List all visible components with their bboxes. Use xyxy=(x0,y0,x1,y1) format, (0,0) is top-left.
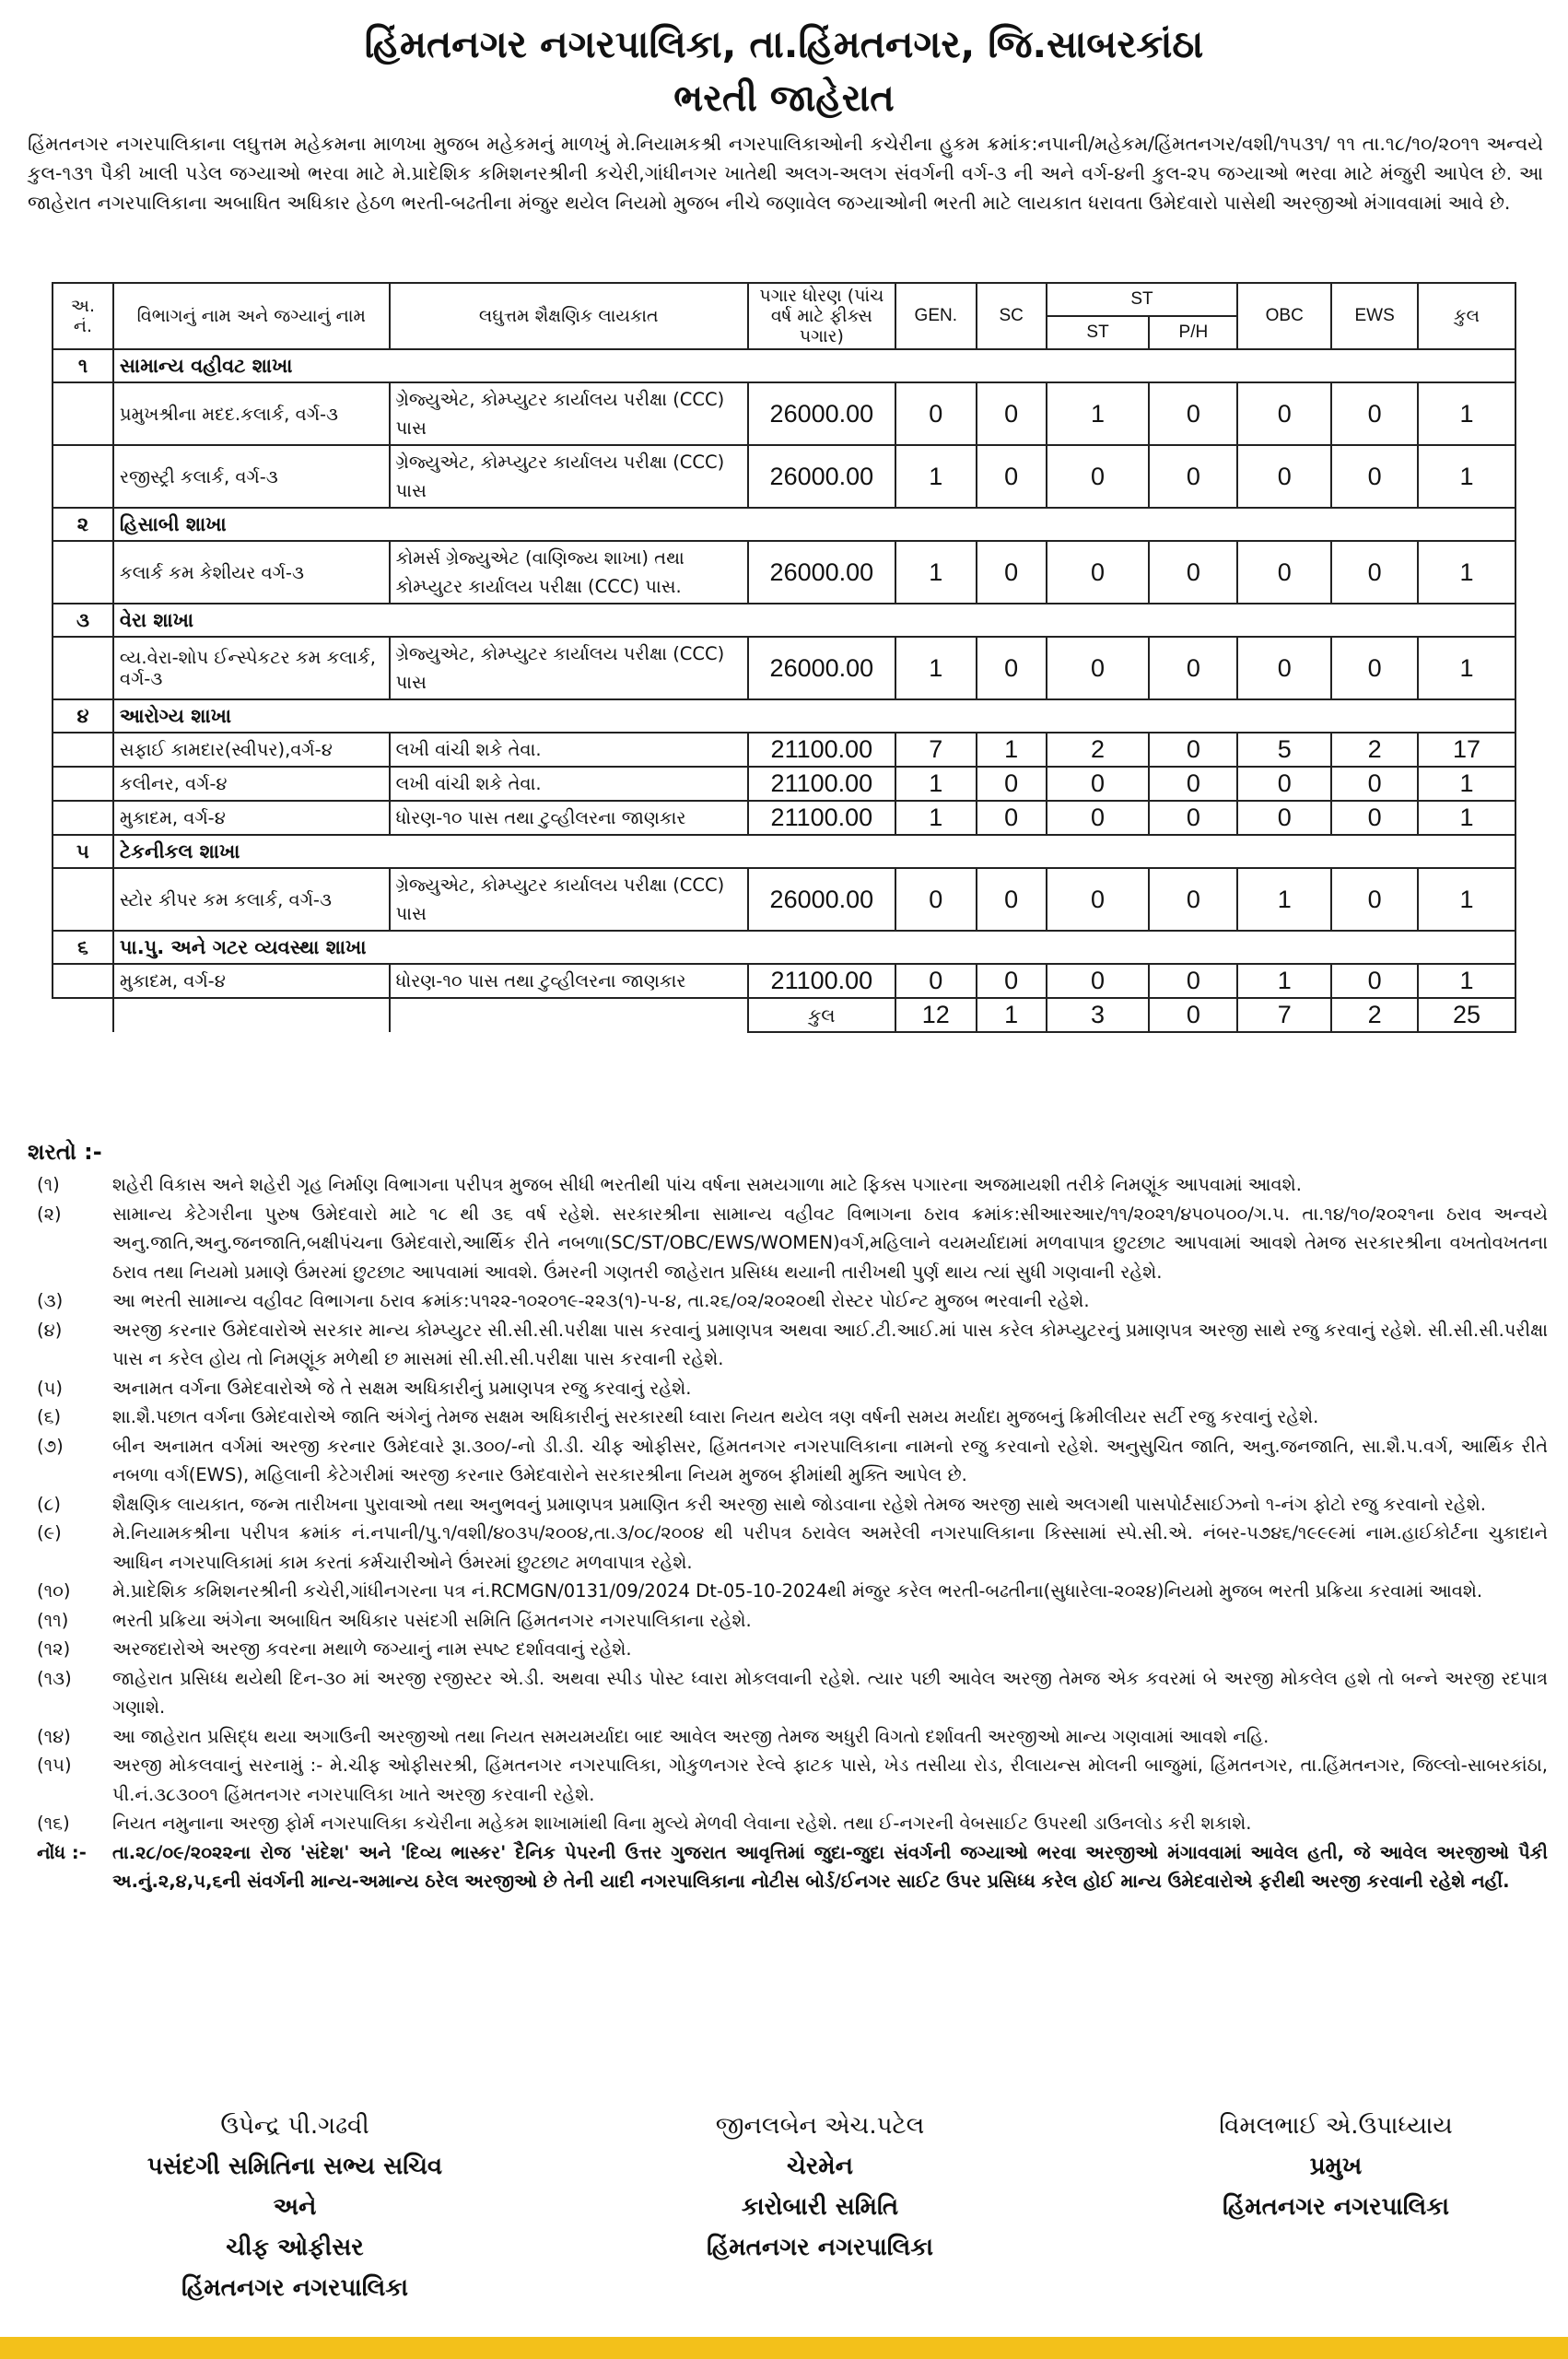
condition-text: શૈક્ષણિક લાયકાત, જન્મ તારીખના પુરાવાઓ તથા અનુભવનું પ્રમાણપત્ર પ્રમાણિત કરી અરજી સાથે જોડવાના રહેશે તેમજ અરજી સાથે અલગથી પાસપોર્ટસાઈઝનો ૧-નંગ ફોટો રજુ કરવાનો રહેશે. xyxy=(112,1493,1486,1515)
pay-scale: 21100.00 xyxy=(748,964,895,998)
count-ph: 0 xyxy=(1149,382,1237,445)
signatory-president xyxy=(1142,2106,1529,2227)
note-label: નોંધ :- xyxy=(37,1841,87,1863)
section-number: ૧ xyxy=(53,349,113,382)
count-ews: 0 xyxy=(1331,637,1418,699)
condition-item xyxy=(28,1809,1548,1838)
condition-text: બીન અનામત વર્ગમાં અરજી કરનાર ઉમેદવારે રૂા.૩૦૦/-નો ડી.ડી. ચીફ ઓફીસર, હિંમતનગર નગરપાલિકાના નામનો રજુ કરવાનો રહેશે. અનુસુચિત જાતિ, અનુ.જનજાતિ, સા.શૈ.પ.વર્ગ, આર્થિક રીતે નબળા વર્ગ(EWS), મહિલાની કેટેગરીમાં અરજી કરનાર ઉમેદવારોને સરકારશ્રીના નિયમ મુજબ ફીમાંથી મુક્તિ આપેલ છે. xyxy=(112,1435,1548,1485)
section-row xyxy=(53,699,1515,733)
section-name: હિસાબી શાખા xyxy=(113,508,1515,541)
post-name: મુકાદમ, વર્ગ-૪ xyxy=(113,964,390,998)
count-total: 17 xyxy=(1418,733,1515,767)
count-obc: 0 xyxy=(1237,801,1331,835)
count-ews: 0 xyxy=(1331,868,1418,931)
count-sc: 0 xyxy=(977,767,1047,801)
count-obc: 0 xyxy=(1237,637,1331,699)
signatory-role: કારોબારી સમિતિ xyxy=(741,2193,899,2221)
condition-text: શહેરી વિકાસ અને શહેરી ગૃહ નિર્માણ વિભાગના પરીપત્ર મુજબ સીધી ભરતીથી પાંચ વર્ષના સમયગાળા માટે ફિક્સ પગારના અજમાયશી તરીકે નિમણૂંક આપવામાં આવશે. xyxy=(112,1174,1302,1195)
pay-scale: 26000.00 xyxy=(748,868,895,931)
section-row xyxy=(53,349,1515,382)
condition-text: ભરતી પ્રક્રિયા અંગેના અબાધિત અધિકાર પસંદગી સમિતિ હિંમતનગર નગરપાલિકાના રહેશે. xyxy=(112,1609,752,1631)
condition-text: નિયત નમુનાના અરજી ફોર્મ નગરપાલિકા કચેરીના મહેકમ શાખામાંથી વિના મુલ્યે મેળવી લેવાના રહેશે. તથા ઈ-નગરની વેબસાઈટ ઉપરથી ડાઉનલોડ કરી શકાશે. xyxy=(112,1813,1252,1834)
vacancy-table xyxy=(52,282,1516,1033)
condition-text: શા.શૈ.પછાત વર્ગના ઉમેદવારોએ જાતિ અંગેનું તેમજ સક્ષમ અધિકારીનું સરકારથી ધ્વારા નિયત થયેલ ત્રણ વર્ષની સમય મર્યાદા મુજબનું ક્રિમીલીયર સર્ટી રજુ કરવાનું રહેશે. xyxy=(112,1406,1319,1427)
count-ph: 0 xyxy=(1149,868,1237,931)
signatory-role: હિંમતનગર નગરપાલિકા xyxy=(181,2274,409,2302)
col-header-obc: OBC xyxy=(1237,283,1331,349)
condition-text: આ જાહેરાત પ્રસિદ્ધ થયા અગાઉની અરજીઓ તથા નિયત સમયમર્યાદા બાદ આવેલ અરજી તેમજ અધુરી વિગતો દર્શાવતી અરજીઓ માન્ય ગણવામાં આવશે નહિ. xyxy=(112,1725,1270,1747)
intro-paragraph: હિંમતનગર નગરપાલિકાના લઘુત્તમ મહેકમના માળખા મુજબ મહેકમનું માળખું મે.નિયામકશ્રી નગરપાલિકાઓની કચેરીના હુકમ ક્રમાંક:નપાની/મહેકમ/હિંમતનગર/વશી/૧૫૩૧/ ૧૧ તા.૧૮/૧૦/૨૦૧૧ અન્વયે કુલ-૧૩૧ પૈકી ખાલી પડેલ જગ્યાઓ ભરવા માટે મે.પ્રાદેશિક કમિશનરશ્રીની કચેરી,ગાંધીનગર ખાતેથી અલગ-અલગ સંવર્ગની વર્ગ-૩ ની અને વર્ગ-૪ની કુલ-૨૫ જગ્યાઓ ભરવા માટે મંજુરી આપેલ છે. આ જાહેરાત નગરપાલિકાના અબાધિત અધિકાર હેઠળ ભરતી-બઢતીના મંજુર થયેલ નિયમો મુજબ નીચે જણાવેલ જગ્યાઓની ભરતી માટે લાયકાત ધરાવતા ઉમેદવારો પાસેથી અરજીઓ મંગાવવામાં આવે છે. xyxy=(28,133,1543,214)
table-row xyxy=(53,801,1515,835)
count-sc: 0 xyxy=(977,541,1047,604)
pay-scale: 21100.00 xyxy=(748,767,895,801)
totals-row xyxy=(53,998,1515,1032)
condition-text: મે.નિયામકશ્રીના પરીપત્ર ક્રમાંક નં.નપાની/પુ.૧/વશી/૪૦૩૫/૨૦૦૪,તા.૩/૦૮/૨૦૦૪ થી પરીપત્ર ઠરાવેલ અમરેલી નગરપાલિકાના કિસ્સામાં સ્પે.સી.એ. નંબર-૫૭૪૬/૧૯૯૯માં નામ.હાઈકોર્ટના ચુકાદાને આધિન નગરપાલિકામાં કામ કરતાં કર્મચારીઓને ઉંમરમાં છુટછાટ મળવાપાત્ર રહેશે. xyxy=(112,1522,1548,1573)
section-number: ૪ xyxy=(53,699,113,733)
condition-number: (૧) xyxy=(37,1174,60,1195)
totals-label: કુલ xyxy=(748,998,895,1032)
signatory-name: વિમલભાઈ એ.ઉપાધ્યાય xyxy=(1219,2112,1453,2140)
signatory-role: ચેરમેન xyxy=(787,2153,853,2180)
count-st: 2 xyxy=(1047,733,1150,767)
condition-item xyxy=(28,1577,1548,1606)
count-total: 1 xyxy=(1418,767,1515,801)
section-name: આરોગ્ય શાખા xyxy=(113,699,1515,733)
count-gen: 1 xyxy=(895,801,977,835)
post-name: વ્ય.વેરા-શોપ ઈન્સ્પેકટર કમ કલાર્ક, વર્ગ-૩ xyxy=(113,637,390,699)
qualification: ગ્રેજ્યુએટ, કોમ્પ્યુટર કાર્યાલય પરીક્ષા (CCC) પાસ xyxy=(390,868,748,931)
count-gen: 0 xyxy=(895,868,977,931)
count-sc: 0 xyxy=(977,382,1047,445)
condition-number: (૪) xyxy=(37,1319,63,1341)
condition-item xyxy=(28,1519,1548,1577)
condition-text: મે.પ્રાદેશિક કમિશનરશ્રીની કચેરી,ગાંધીનગરના પત્ર નં.RCMGN/0131/09/2024 Dt-05-10-2024થી મંજુર કરેલ ભરતી-બઢતીના(સુધારેલા-૨૦૨૪)નિયમો મુજબ ભરતી પ્રક્રિયા કરવામાં આવશે. xyxy=(112,1580,1483,1602)
pay-scale: 21100.00 xyxy=(748,801,895,835)
count-total: 1 xyxy=(1418,868,1515,931)
condition-number: (૧૪) xyxy=(37,1725,71,1747)
count-gen: 0 xyxy=(895,964,977,998)
count-obc: 0 xyxy=(1237,382,1331,445)
count-st: 0 xyxy=(1047,767,1150,801)
page-subtitle: ભરતી જાહેરાત xyxy=(673,77,895,120)
count-st: 0 xyxy=(1047,541,1150,604)
signatory-chairman xyxy=(626,2106,1013,2268)
total-ews: 2 xyxy=(1331,998,1418,1032)
count-total: 1 xyxy=(1418,541,1515,604)
section-name: સામાન્ય વહીવટ શાખા xyxy=(113,349,1515,382)
condition-item xyxy=(28,1402,1548,1432)
condition-text: આ ભરતી સામાન્ય વહીવટ વિભાગના ઠરાવ ક્રમાંક:૫૧૨૨-૧૦૨૦૧૯-૨૨૩(૧)-૫-૪, તા.૨૬/૦૨/૨૦૨૦થી રોસ્ટર પોઈન્ટ મુજબ ભરવાની રહેશે. xyxy=(112,1290,1090,1311)
qualification: ધોરણ-૧૦ પાસ તથા ટુવ્હીલરના જાણકાર xyxy=(390,801,748,835)
count-total: 1 xyxy=(1418,801,1515,835)
count-obc: 5 xyxy=(1237,733,1331,767)
condition-number: (૧૩) xyxy=(37,1667,72,1689)
condition-text: અરજી મોકલવાનું સરનામું :- મે.ચીફ ઓફીસરશ્રી, હિંમતનગર નગરપાલિકા, ગોકુળનગર રેલ્વે ફાટક પાસે, ખેડ તસીયા રોડ, રીલાયન્સ મોલની બાજુમાં, હિંમતનગર, તા.હિંમતનગર, જિલ્લો-સાબરકાંઠા, પી.નં.૩૮૩૦૦૧ હિંમતનગર નગરપાલિકા ખાતે અરજી કરવાની રહેશે. xyxy=(112,1755,1548,1805)
bottom-border-strip xyxy=(0,2337,1568,2359)
total-ph: 0 xyxy=(1149,998,1237,1032)
signatory-chief-officer xyxy=(101,2106,488,2308)
count-sc: 0 xyxy=(977,445,1047,508)
post-name: મુકાદમ, વર્ગ-૪ xyxy=(113,801,390,835)
condition-item xyxy=(28,1664,1548,1722)
count-gen: 1 xyxy=(895,767,977,801)
conditions-heading: શરતો :- xyxy=(28,1139,102,1165)
qualification: લખી વાંચી શકે તેવા. xyxy=(390,767,748,801)
section-row xyxy=(53,931,1515,964)
count-ews: 0 xyxy=(1331,801,1418,835)
count-ph: 0 xyxy=(1149,964,1237,998)
note-text: તા.૨૮/૦૯/૨૦૨૨ના રોજ 'સંદેશ' અને 'દિવ્ય ભાસ્કર' દૈનિક પેપરની ઉત્તર ગુજરાત આવૃત્તિમાં જુદા-જુદા સંવર્ગની જગ્યાઓ ભરવા અરજીઓ મંગાવવામાં આવેલ હતી, જે આવેલ અરજીઓ પૈકી અ.નું.૨,૪,૫,૬ની સંવર્ગની માન્ય-અમાન્ય ઠરેલ અરજીઓ છે તેની યાદી નગરપાલિકાના નોટીસ બોર્ડ/ઈનગર સાઈટ ઉપર પ્રસિધ્ધ કરેલ હોઈ માન્ય ઉમેદવારોએ ફરીથી અરજી કરવાની રહેશે નહીં. xyxy=(112,1841,1548,1892)
condition-number: (૬) xyxy=(37,1406,62,1427)
pay-scale: 21100.00 xyxy=(748,733,895,767)
condition-text: અનામત વર્ગના ઉમેદવારોએ જે તે સક્ષમ અધિકારીનું પ્રમાણપત્ર રજુ કરવાનું રહેશે. xyxy=(112,1377,692,1399)
col-header-gen: GEN. xyxy=(895,283,977,349)
count-ews: 0 xyxy=(1331,964,1418,998)
total-obc: 7 xyxy=(1237,998,1331,1032)
table-header-row xyxy=(53,283,1515,316)
condition-number: (૧૨) xyxy=(37,1638,71,1660)
count-ph: 0 xyxy=(1149,801,1237,835)
count-ews: 0 xyxy=(1331,541,1418,604)
qualification: ધોરણ-૧૦ પાસ તથા ટુવ્હીલરના જાણકાર xyxy=(390,964,748,998)
condition-text: અરજી કરનાર ઉમેદવારોએ સરકાર માન્ય કોમ્પ્યુટર સી.સી.સી.પરીક્ષા પાસ કરવાનું પ્રમાણપત્ર અથવા આઈ.ટી.આઈ.માં પાસ કરેલ કોમ્પ્યુટરનું પ્રમાણપત્ર અરજી સાથે રજુ કરવાનું રહેશે. સી.સી.સી.પરીક્ષા પાસ ન કરેલ હોય તો નિમણૂંક મળેથી છ માસમાં સી.સી.સી.પરીક્ષા પાસ કરવાની રહેશે. xyxy=(112,1319,1549,1369)
col-header-qualification: લઘુત્તમ શૈક્ષણિક લાયકાત xyxy=(390,283,748,349)
count-gen: 0 xyxy=(895,382,977,445)
total-sc: 1 xyxy=(977,998,1047,1032)
qualification: ગ્રેજ્યુએટ, કોમ્પ્યુટર કાર્યાલય પરીક્ષા (CCC) પાસ xyxy=(390,382,748,445)
table-row xyxy=(53,868,1515,931)
count-total: 1 xyxy=(1418,964,1515,998)
page-title: હિંમતનગર નગરપાલિકા, તા.હિંમતનગર, જિ.સાબરકાંઠા xyxy=(364,22,1204,66)
section-row xyxy=(53,508,1515,541)
condition-number: (૧૧) xyxy=(37,1609,69,1631)
count-ews: 2 xyxy=(1331,733,1418,767)
count-st: 0 xyxy=(1047,964,1150,998)
condition-text: જાહેરાત પ્રસિધ્ધ થયેથી દિન-૩૦ માં અરજી રજીસ્ટર એ.ડી. અથવા સ્પીડ પોસ્ટ ધ્વારા મોકલવાની રહેશે. ત્યાર પછી આવેલ અરજી તેમજ એક કવરમાં બે અરજી મોકલેલ હશે તો બન્ને અરજી રદપાત્ર ગણાશે. xyxy=(112,1667,1548,1718)
total-gen: 12 xyxy=(895,998,977,1032)
table-row xyxy=(53,382,1515,445)
count-gen: 1 xyxy=(895,445,977,508)
col-header-ph: P/H xyxy=(1149,316,1237,349)
count-gen: 1 xyxy=(895,541,977,604)
col-header-total: કુલ xyxy=(1418,283,1515,349)
condition-text: અરજદારોએ અરજી કવરના મથાળે જગ્યાનું નામ સ્પષ્ટ દર્શાવવાનું રહેશે. xyxy=(112,1638,632,1660)
count-ews: 0 xyxy=(1331,767,1418,801)
condition-item xyxy=(28,1316,1548,1374)
condition-number: (૧૦) xyxy=(37,1580,71,1602)
condition-item xyxy=(28,1722,1548,1752)
count-ews: 0 xyxy=(1331,445,1418,508)
table-row xyxy=(53,541,1515,604)
count-sc: 0 xyxy=(977,637,1047,699)
note-item xyxy=(28,1838,1548,1896)
signatory-role: હિંમતનગર નગરપાલિકા xyxy=(706,2234,934,2261)
count-total: 1 xyxy=(1418,382,1515,445)
qualification: કોમર્સ ગ્રેજ્યુએટ (વાણિજ્ય શાખા) તથા કોમ્પ્યુટર કાર્યાલય પરીક્ષા (CCC) પાસ. xyxy=(390,541,748,604)
section-row xyxy=(53,604,1515,637)
section-number: ૫ xyxy=(53,835,113,868)
count-st: 0 xyxy=(1047,445,1150,508)
count-obc: 0 xyxy=(1237,767,1331,801)
table-row xyxy=(53,964,1515,998)
table-row xyxy=(53,445,1515,508)
conditions-list xyxy=(28,1170,1548,1896)
condition-item xyxy=(28,1432,1548,1490)
count-total: 1 xyxy=(1418,445,1515,508)
col-header-st: ST xyxy=(1047,316,1150,349)
count-sc: 0 xyxy=(977,964,1047,998)
total-st: 3 xyxy=(1047,998,1150,1032)
condition-item xyxy=(28,1286,1548,1316)
count-sc: 1 xyxy=(977,733,1047,767)
pay-scale: 26000.00 xyxy=(748,637,895,699)
condition-number: (૧૫) xyxy=(37,1755,72,1776)
section-number: ૩ xyxy=(53,604,113,637)
col-header-post: વિભાગનું નામ અને જગ્યાનું નામ xyxy=(113,283,390,349)
col-header-sc: SC xyxy=(977,283,1047,349)
count-ph: 0 xyxy=(1149,445,1237,508)
pay-scale: 26000.00 xyxy=(748,445,895,508)
post-name: કલાર્ક કમ કેશીયર વર્ગ-૩ xyxy=(113,541,390,604)
signatory-name: ઉપેન્દ્ર પી.ગઢવી xyxy=(220,2112,369,2140)
count-obc: 0 xyxy=(1237,445,1331,508)
col-header-pay: પગાર ધોરણ (પાંચ વર્ષ માટે ફીક્સ પગાર) xyxy=(748,283,895,349)
pay-scale: 26000.00 xyxy=(748,541,895,604)
signatory-role: પ્રમુખ xyxy=(1309,2153,1363,2180)
condition-number: (૩) xyxy=(37,1290,64,1311)
count-ews: 0 xyxy=(1331,382,1418,445)
count-ph: 0 xyxy=(1149,733,1237,767)
section-name: પા.પુ. અને ગટર વ્યવસ્થા શાખા xyxy=(113,931,1515,964)
table-row xyxy=(53,733,1515,767)
section-number: ૨ xyxy=(53,508,113,541)
signatory-role: અને xyxy=(273,2193,317,2221)
col-header-ews: EWS xyxy=(1331,283,1418,349)
count-gen: 7 xyxy=(895,733,977,767)
signatory-role: હિંમતનગર નગરપાલિકા xyxy=(1222,2193,1450,2221)
table-row xyxy=(53,637,1515,699)
count-ph: 0 xyxy=(1149,541,1237,604)
post-name: રજીસ્ટ્રી કલાર્ક, વર્ગ-૩ xyxy=(113,445,390,508)
condition-number: (૯) xyxy=(37,1522,62,1543)
col-header-st-group: ST xyxy=(1047,283,1238,316)
qualification: ગ્રેજ્યુએટ, કોમ્પ્યુટર કાર્યાલય પરીક્ષા (CCC) પાસ xyxy=(390,445,748,508)
count-ph: 0 xyxy=(1149,767,1237,801)
condition-item xyxy=(28,1606,1548,1636)
grand-total: 25 xyxy=(1418,998,1515,1032)
count-sc: 0 xyxy=(977,801,1047,835)
table-row xyxy=(53,767,1515,801)
pay-scale: 26000.00 xyxy=(748,382,895,445)
count-obc: 0 xyxy=(1237,541,1331,604)
count-ph: 0 xyxy=(1149,637,1237,699)
signatory-role: ચીફ ઓફીસર xyxy=(226,2234,364,2261)
count-total: 1 xyxy=(1418,637,1515,699)
count-st: 0 xyxy=(1047,637,1150,699)
condition-text: સામાન્ય કેટેગરીના પુરુષ ઉમેદવારો માટે ૧૮ થી ૩૬ વર્ષ રહેશે. સરકારશ્રીના સામાન્ય વહીવટ વિભાગના ઠરાવ ક્રમાંક:સીઆરઆર/૧૧/૨૦૨૧/૪૫૦૫૦૦/ગ.૫. તા.૧૪/૧૦/૨૦૨૧ના ઠરાવ અન્વયે અનુ.જાતિ,અનુ.જનજાતિ,બક્ષીપંચના ઉમેદવારો,આર્થિક રીતે નબળા(SC/ST/OBC/EWS/WOMEN)વર્ગ,મહિલાને વયમર્યાદામાં મળવાપાત્ર છુટછાટ આપવામાં આવશે તેમજ સરકારશ્રીના વખતોવખતના ઠરાવ તથા નિયમો પ્રમાણે ઉંમરમાં છુટછાટ આપવામાં આવશે. ઉંમરની ગણતરી જાહેરાત પ્રસિધ્ધ થયાની તારીખથી પુર્ણ થાય ત્યાં સુધી ગણવાની રહેશે. xyxy=(112,1203,1548,1283)
condition-number: (૭) xyxy=(37,1435,64,1457)
count-obc: 1 xyxy=(1237,964,1331,998)
post-name: પ્રમુખશ્રીના મદદ.કલાર્ક, વર્ગ-૩ xyxy=(113,382,390,445)
condition-item xyxy=(28,1490,1548,1520)
qualification: લખી વાંચી શકે તેવા. xyxy=(390,733,748,767)
condition-number: (૫) xyxy=(37,1377,64,1399)
count-st: 0 xyxy=(1047,868,1150,931)
count-gen: 1 xyxy=(895,637,977,699)
condition-number: (૮) xyxy=(37,1493,61,1515)
count-st: 0 xyxy=(1047,801,1150,835)
post-name: સ્ટોર કીપર કમ કલાર્ક, વર્ગ-૩ xyxy=(113,868,390,931)
qualification: ગ્રેજ્યુએટ, કોમ્પ્યુટર કાર્યાલય પરીક્ષા (CCC) પાસ xyxy=(390,637,748,699)
condition-item xyxy=(28,1751,1548,1809)
condition-item xyxy=(28,1170,1548,1200)
col-header-sr: અ. નં. xyxy=(53,283,113,349)
section-name: ટેકનીકલ શાખા xyxy=(113,835,1515,868)
post-name: સફાઈ કામદાર(સ્વીપર),વર્ગ-૪ xyxy=(113,733,390,767)
signatory-role: પસંદગી સમિતિના સભ્ય સચિવ xyxy=(146,2153,443,2180)
section-number: ૬ xyxy=(53,931,113,964)
condition-item xyxy=(28,1200,1548,1287)
section-name: વેરા શાખા xyxy=(113,604,1515,637)
section-row xyxy=(53,835,1515,868)
condition-number: (૧૬) xyxy=(37,1813,70,1834)
count-obc: 1 xyxy=(1237,868,1331,931)
condition-item xyxy=(28,1635,1548,1664)
signatory-name: જીનલબેન એચ.પટેલ xyxy=(715,2112,925,2140)
count-st: 1 xyxy=(1047,382,1150,445)
count-sc: 0 xyxy=(977,868,1047,931)
condition-number: (૨) xyxy=(37,1203,62,1225)
table-body xyxy=(53,349,1515,1032)
condition-item xyxy=(28,1374,1548,1403)
post-name: કલીનર, વર્ગ-૪ xyxy=(113,767,390,801)
